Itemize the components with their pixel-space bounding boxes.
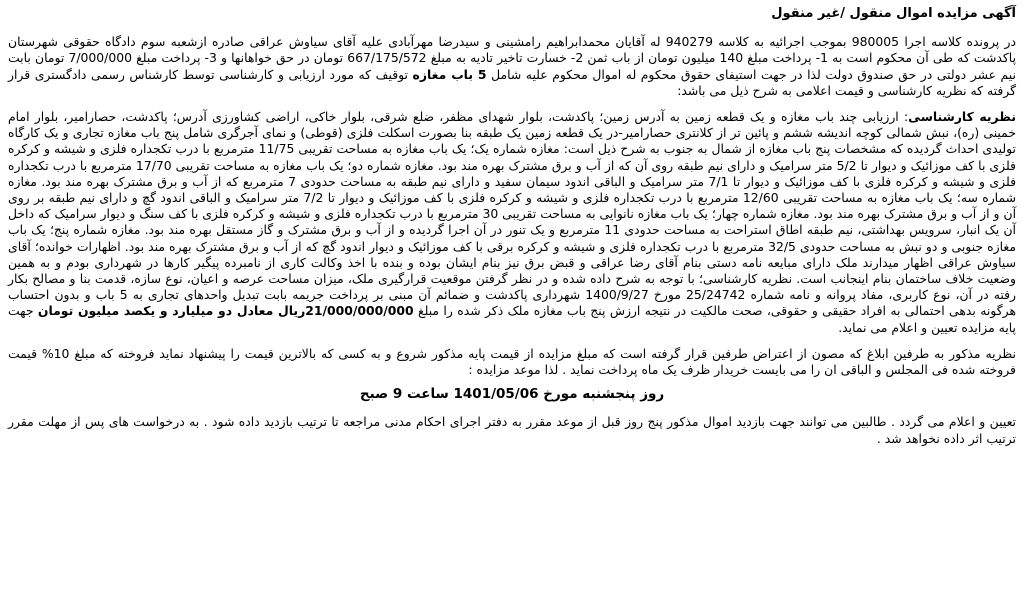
notice-title: آگهی مزایده اموال منقول /غیر منقول bbox=[771, 6, 1016, 21]
auction-date: روز پنجشنبه مورخ 1401/05/06 ساعت 9 صبح bbox=[359, 386, 665, 403]
case-paragraph bbox=[8, 34, 1016, 99]
expert-opinion-text: : ارزیابی چند باب مغازه و یک قطعه زمین به آدرس زمین؛ پاکدشت، بلوار شهدای مظفر، ضلع شرقی، بلوار خاکی، اراضی کشاورزی آدرس؛ پاکدشت، حصارامیر، بلوار امام خمینی (ره)، نبش شمالی کوچه اندیشه ششم و پائین تر از کلانتری حصارامیر-در یک قطعه زمین یک طبقه بنا بصورت اسکلت فلزی (قوطی) و نمای آجرگری شامل پنج باب مغازه تجاری و یک کارگاه تولیدی احداث گردیده که مشخصات پنج باب مغازه از شمال به جنوب به شرح ذیل است: مغازه شماره یک؛ یک باب مغازه به مساحت تقریبی 11/75 مترمربع با درب تکجداره فلزی و شیشه و کرکره فلزی با کف موزائیک و دیوار تا 5/2 متر سرامیک و دارای نیم طبقه روی آن که از آب و برق مشترک بهره مند بود. مغازه شماره دو؛ یک باب مغازه به مساحت تقریبی 17/70 مترمربع با درب تکجداره فلزی و شیشه و کرکره فلزی با کف موزائیک و دیوار تا 7/1 متر سرامیک و الباقی اندود سیمان سفید و دارای نیم طبقه به مساحت حدودی 7 مترمربع که از آب و برق مشترک بهره مند بود. مغازه شماره سه؛ یک باب مغازه به مساحت تقریبی 12/60 مترمربع با درب تکجداره فلزی و شیشه و کرکره فلزی با کف موزائیک و دیوار تا 7/2 متر سرامیک و الباقی اندود گچ و دارای نیم طبقه بر روی آن و از آب و برق مشترک بهره مند بود. مغازه شماره چهار؛ یک باب مغازه نانوایی به مساحت تقریبی 30 مترمربع با درب تکجداره فلزی و شیشه و کرکره فلزی با کف سنگ و دیوار سرامیک که داخل آن یک انبار، سرویس بهداشتی، نیم طبقه اطاق استراحت به مساحت حدودی 11 مترمربع و یک تنور در آن اجرا گردیده و از آب و برق مشترک و گاز مستقل بهره مند بود. مغازه شماره پنج؛ یک باب مغازه جنوبی و دو نبش به مساحت حدودی 32/5 مترمربع با درب تکجداره فلزی و شیشه و کرکره برقی با کف موزائیک و دیوار اندود گچ که از آب و برق مشترک بهره مند بود. اظهارات خوانده؛ آقای سیاوش عراقی اظهار میدارند ملک دارای مبایعه نامه دستی بنام آقای رضا عراقی و قبض برق نیز بنام ایشان بوده و بنده با اخذ وکالت کاری از نامبرده پیگیر کارها در شهرداری بودم و به همین وضعیت خلاف ساختمان بنام اینجانب است. نظریه کارشناسی؛ با توجه به شرح داده شده و در نظر گرفتن موقعیت قرارگیری ملک، میزان مساحت عرصه و اعیان، نوع سازه، قدمت بنا و مصالح بکار رفته در آن، نوع کاربری، مفاد پروانه و نامه شماره 25/24742 مورخ 1400/9/27 شهرداری پاکدشت و ضمائم آن مبنی بر پرداخت جریمه بابت تبدیل واحدهای تجاری به 5 باب و بدون احتساب هرگونه بدهی احتمالی به افراد حقیقی و حقوقی، صحت مالکیت در نتیجه ارزش پنج باب مغازه ملک ذکر شده را مبلغ bbox=[8, 109, 1017, 319]
case-text-end: توقیف که مورد ارزیابی و کارشناسی توسط کارشناس رسمی دادگستری قرار گرفته که نظریه کارشناسی و قیمت اعلامی به شرح ذیل می باشد: bbox=[8, 66, 1016, 98]
expert-opinion-closing: جهت پایه مزایده تعیین و اعلام می نماید. bbox=[8, 303, 1016, 335]
seized-property-count: 5 باب مغازه bbox=[412, 66, 487, 82]
expert-opinion-paragraph bbox=[8, 109, 1016, 336]
auction-terms-paragraph: نظریه مذکور به طرفین ابلاغ که مصون از اعتراض طرفین قرار گرفته است که مبلغ مزایده از قیمت پایه مذکور شروع و به کسی که بالاترین قیمت را پیشنهاد نماید فروخته که مبلغ 10% قیمت فروخته شده فی المجلس و الباقی ان را می بایست خریدار ظرف یک ماه پرداخت نماید . لذا موعد مزایده : bbox=[8, 345, 1016, 378]
closing-paragraph: تعیین و اعلام می گردد . طالبین می توانند جهت بازدید اموال مذکور پنج روز قبل از موعد مقرر به دفتر اجرای احکام مدنی مراجعه تا ترتیب بازدید داده شود . به درخواست های پس از مهلت مقرر ترتیب اثر داده نخواهد شد . bbox=[8, 414, 1016, 446]
appraised-value: 21/000/000/000ریال معادل دو میلیارد و یکصد میلیون تومان bbox=[37, 303, 414, 319]
case-text-start: در پرونده کلاسه اجرا 980005 بموجب اجرائیه به کلاسه 940279 له آقایان محمدابراهیم رامشینی و سیدرضا مهرآبادی علیه آقای سیاوش عراقی صادره ازشعبه سوم دادگاه حقوقی شهرستان پاکدشت که طی آن محکوم است به 1- پرداخت مبلغ 140 میلیون تومان از باب ثمن 2- خسارت تاخیر تادیه به مبلغ 667/175/572 تومان در حق خواهانها و 3- پرداخت مبلغ 7/000/000 تومان بابت نیم عشر دولتی در حق صندوق دولت لذا در جهت استیفای حقوق محکوم له اموال محکوم علیه شامل bbox=[8, 34, 1017, 82]
expert-opinion-heading: نظریه کارشناسی bbox=[908, 109, 1016, 125]
